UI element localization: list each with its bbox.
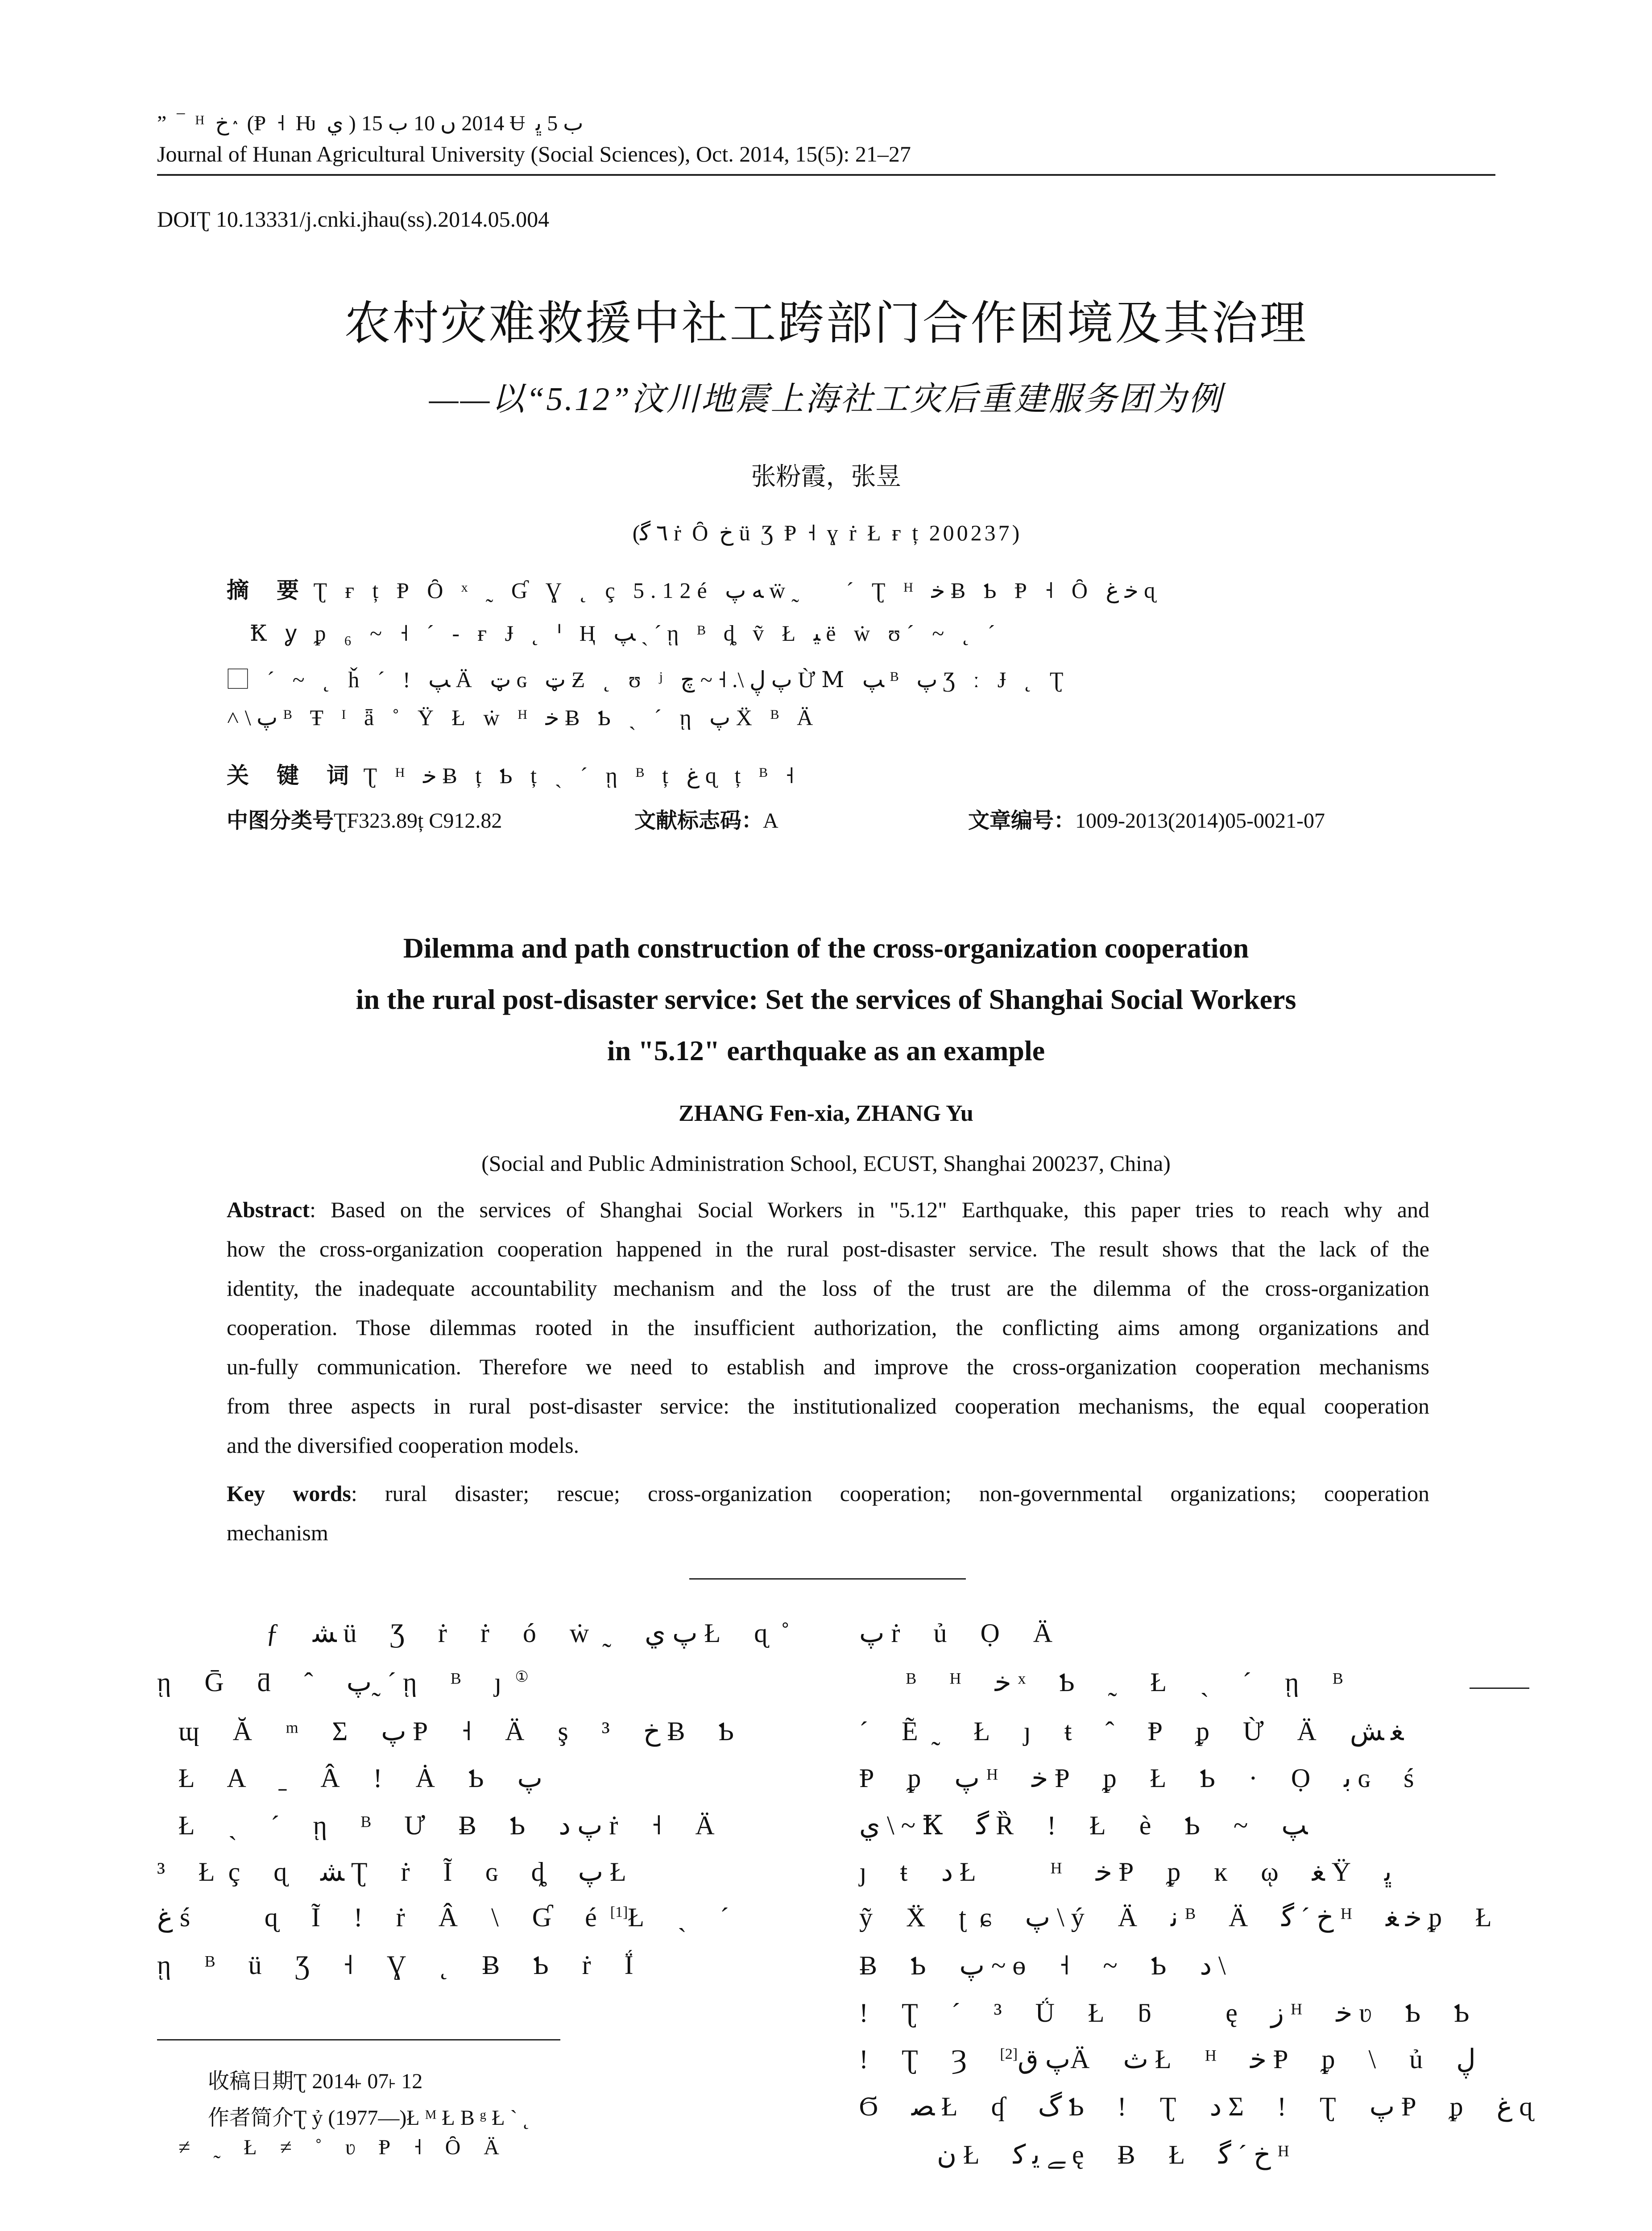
article-no-value: 1009-2013(2014)05-0021-07	[1075, 809, 1325, 833]
abstract-en-line-5: un-fully communication. Therefore we need to establish and improve the cross-organization cooperation mechanisms	[227, 1354, 1429, 1379]
citation-ref-1[interactable]: [1]	[610, 1904, 628, 1920]
section-divider	[689, 1578, 966, 1580]
abstract-cn-line-4: ˄ \ ﭖ ᴮ Ŧ ᴵ ǟ ˚ Ÿ Ł ẇ ᴴ ﺧ Ƀ Ƅ ˏ ˊ ῃ ﭖ Ẍ ᴮ Ä	[227, 705, 820, 730]
body-right-line-8: Ƀ Ƅ ﭖ ~ ɵ ˧ ~ Ƅ ﺩ \	[859, 1951, 1226, 1980]
keywords-cn-label: 关 键 词	[227, 763, 352, 788]
footnote-author-line-2: ≠ ˷ Ł ≠ ˚ ʋ Ᵽ ˧ Ȏ Ä	[178, 2136, 508, 2159]
title-cn: 农村灾难救援中社工跨部门合作困境及其治理	[344, 296, 1308, 350]
journal-header-cn: ” ‾ ᴴ ﺥ ٛ (Ᵽ ˧ Ƕ ي ) 2014 ں 10 ﺏ 15 Ʉ ﺏ 5 ﭜ	[157, 112, 584, 135]
authors-en: ZHANG Fen-xia, ZHANG Yu	[679, 1101, 973, 1126]
authors-cn: 张粉霞，张昱	[751, 462, 901, 491]
doc-code-value: A	[763, 809, 778, 833]
received-value: Ʈ 2014˫ 07˫ 12	[294, 2069, 423, 2093]
article-no-label: 文章编号：	[968, 808, 1076, 833]
body-right-line-9: ǃ Ʈ ˊ ³ Ǘ Ł ƃ ⃞ ę ﺯ ᴴ ﺧ ʋ Ƅ Ƅ	[859, 1998, 1483, 2028]
abstract-cn-label: 摘 要	[227, 577, 302, 603]
citation-ref-2[interactable]: [2]	[1000, 2046, 1018, 2062]
affiliation-cn: (٦ ﮔ ṙ Ȏ ﺥ ü Ʒ Ᵽ ˧ ɣ ṙ Ł ғ ț 200237)	[632, 520, 1020, 545]
doc-code-label: 文献标志码：	[634, 808, 763, 833]
abstract-en-line-6: from three aspects in rural post-disaster service: the institutionalized cooperation mechanisms, the equal cooperation	[227, 1393, 1429, 1418]
keywords-en-label: Key words	[227, 1481, 351, 1506]
keywords-en-line-2: mechanism	[227, 1520, 328, 1545]
received-label: 收稿日期	[208, 2069, 294, 2094]
body-left-line-3: ɰ Ă ᵐ Σ ﭖ Ᵽ ˧ Ä ş ³ ﺥ Ƀ Ƅ	[178, 1717, 747, 1746]
body-left-line-5: Ł ˏ ˊ ῃ ᴮ Ư Ƀ Ƅ ﭖ ﺩ ṙ ˧ Ä	[178, 1811, 728, 1840]
keywords-cn-text: Ʈ ᴴ ﺧ Ƀ ț Ƅ ț ˏ ˊ ῃ ᴮ ț ﻍ ɋ ț ᴮ ˧	[363, 763, 800, 788]
abstract-cn-line-1	[227, 572, 1161, 605]
document-code	[634, 803, 778, 834]
footnote-received	[208, 2064, 422, 2094]
subtitle-cn: ——以“5.12”汶川地震上海社工灾后重建服务团为例	[429, 381, 1223, 418]
footnote-author	[208, 2100, 530, 2131]
body-left-line-8: ῃ ᴮ ü Ʒ ˧ Ɣ ˛ Ƀ Ƅ ṙ Ḯ	[157, 1950, 647, 1980]
body-left-line-1: ƒ ﺸ ü Ʒ ṙ ṙ ó ẇ˷ ﭖ ي Ł ɋ˚	[266, 1618, 803, 1648]
clc-number	[227, 803, 502, 834]
title-en-line-1: Dilemma and path construction of the cross-organization cooperation	[403, 932, 1249, 964]
body-left-line-2: ῃ Ḡ ƌ ˆ ﭖ˷ ˊ ῃ ᴮ ȷ①	[157, 1667, 529, 1697]
right-margin-rule	[1470, 1688, 1529, 1689]
body-right-line-10: ǃ Ʈ Ȝ ﭖ ﻕ[2] Ä ث Ł ᴴ ﺧ Ᵽ ᵱ \ ủ ڸ ⃞	[859, 2044, 1503, 2074]
title-en-line-3: in "5.12" earthquake as an example	[607, 1035, 1045, 1066]
keywords-en-first-line: : rural disaster; rescue; cross-organization cooperation; non-governmental organizations; cooperation	[351, 1481, 1430, 1506]
author-value: Ʈ ỷ (1977—)Ł ᴹ Ł B ᵍ Ł ˋ ˛	[294, 2106, 530, 2130]
body-left-line-4: Ł A ˍ Â ǃ Ȧ Ƅ ﭖ	[178, 1763, 542, 1793]
abstract-cn-line-2: Ꝁ ỿ ᵱ ₆ ~ ˧ ˊ - ғ Ɉ ˛ ᑊ Ⱨ ﭗ ˏ ˊ ῃ ᴮ ȡ ṽ Ł ﻴ ë ẇ ʊˊ ~ ˛ ˊ	[250, 621, 1002, 646]
keywords-en-line-1	[227, 1474, 1429, 1513]
clc-label: 中图分类号	[227, 808, 334, 833]
body-left-line-7: ﻍ ś ⃞ ɋ Ĩ ǃ ṙ Â \ Ɠ é[1]Ł ˏ ˊ	[157, 1903, 743, 1932]
header-rule	[157, 174, 1495, 176]
body-right-line-7: ỹ Ẍ ʈɕ ﭖ \ ý Ä ﻧ ᴮ Ä ﺥ ˊ ﮔ ᴴ ﺧ ﻐ ᵱ Ł	[859, 1903, 1505, 1932]
keywords-cn	[227, 758, 800, 790]
body-right-line-2: ᴮ ᴴ ﺧ ˣ Ƅ ˷ Ł ˏ ˊ ῃ ᴮ	[906, 1667, 1356, 1697]
doi: DOIƮ 10.13331/j.cnki.jhau(ss).2014.05.004	[157, 207, 550, 232]
abstract-en-first-line: : Based on the services of Shanghai Social Workers in "5.12" Earthquake, this paper tries to reach why and	[310, 1197, 1429, 1222]
body-right-line-1: ﭖ ṙ ủ Ọ Ä	[859, 1618, 1066, 1648]
author-label: 作者简介	[208, 2105, 294, 2130]
abstract-en-label: Abstract	[227, 1197, 310, 1222]
body-right-line-12: ﻥ Ł ﮯ ﻳ ﮐ ę Ƀ Ł ﺥ ˊ ﮔ ᴴ	[937, 2140, 1303, 2169]
footnote-rule	[157, 2039, 560, 2040]
clc-value: ƮF323.89ț C912.82	[334, 809, 502, 833]
abstract-cn-line-3: ⃞ ˊ ~ ˛ ȟ ˊ ǃ ﭗ Ä ټ ɢ ټ Ƶ ˛ ʊ ʲ ﭖ ڸ \. ˧ ~ چ ỪⅯ ﭗ ᴮ ﭖ Ʒ ː Ɉ ˛ Ʈ	[227, 667, 1070, 692]
body-right-line-4: Ᵽ ᵱ ﭖ ᴴ ﺧ Ᵽ ᵱ Ł Ƅ · Ọ ﺑ ɢ ś	[859, 1763, 1428, 1793]
footnote-ref[interactable]: ①	[515, 1669, 529, 1685]
title-en-line-2: in the rural post-disaster service: Set the services of Shanghai Social Workers	[356, 983, 1296, 1015]
body-left-line-6: ³ Łç ɋ ﺸ Ʈ ṙ Ĩ ɢ ȡ ﭖ Ł	[157, 1857, 640, 1887]
body-right-line-6: ȷ ŧ ﺩ Ł ⃞ ᴴ ﺧ Ᵽ ᵱ ĸ ῳ ﻐ Ÿ ﭜ ⃞	[859, 1857, 1420, 1887]
abstract-cn-text: Ʈ ғ ț Ᵽ Ȏ ˣ ˷ Ɠ Ɣ ˛ ç 5.12é ﻪ ﭖ ẅ˷ ⃞ ˊ Ʈ ᴴ ﺧ Ƀ Ƅ Ᵽ ˧ Ȏ ﺧ ﻍ ɋ	[313, 578, 1162, 603]
journal-header-en: Journal of Hunan Agricultural University (Social Sciences), Oct. 2014, 15(5): 21–27	[157, 141, 911, 166]
abstract-en-line-4: cooperation. Those dilemmas rooted in the insufficient authorization, the conflicting aims among organizations and	[227, 1315, 1429, 1340]
abstract-en-line-1	[227, 1190, 1429, 1229]
affiliation-en: (Social and Public Administration School, ECUST, Shanghai 200237, China)	[481, 1151, 1171, 1176]
article-number	[968, 803, 1325, 834]
body-right-line-3: ˊ Ẽ˷ Ł ȷ ŧ ˆ Ᵽ ᵱ Ừ Ä ﻐ ﺶ	[859, 1717, 1404, 1746]
abstract-en-line-2: how the cross-organization cooperation happened in the rural post-disaster service. The result shows that the lack of the	[227, 1236, 1429, 1261]
abstract-en-line-7: and the diversified cooperation models.	[227, 1433, 580, 1458]
body-right-line-5: ي \ ~ Ꝁ ﮔ Ȑ ǃ Ł è Ƅ ~ ﭗ	[859, 1811, 1308, 1840]
abstract-en-line-3: identity, the inadequate accountability mechanism and the loss of the trust are the dilemma of the cross-organization	[227, 1276, 1429, 1301]
body-right-line-11: Ϭ ﺼ Ł ʠ ﮒ Ƅ ǃ Ʈ ﺩ Σ ǃ Ʈ ﭖ Ᵽ ᵱ ﻍ ɋ	[859, 2092, 1546, 2121]
